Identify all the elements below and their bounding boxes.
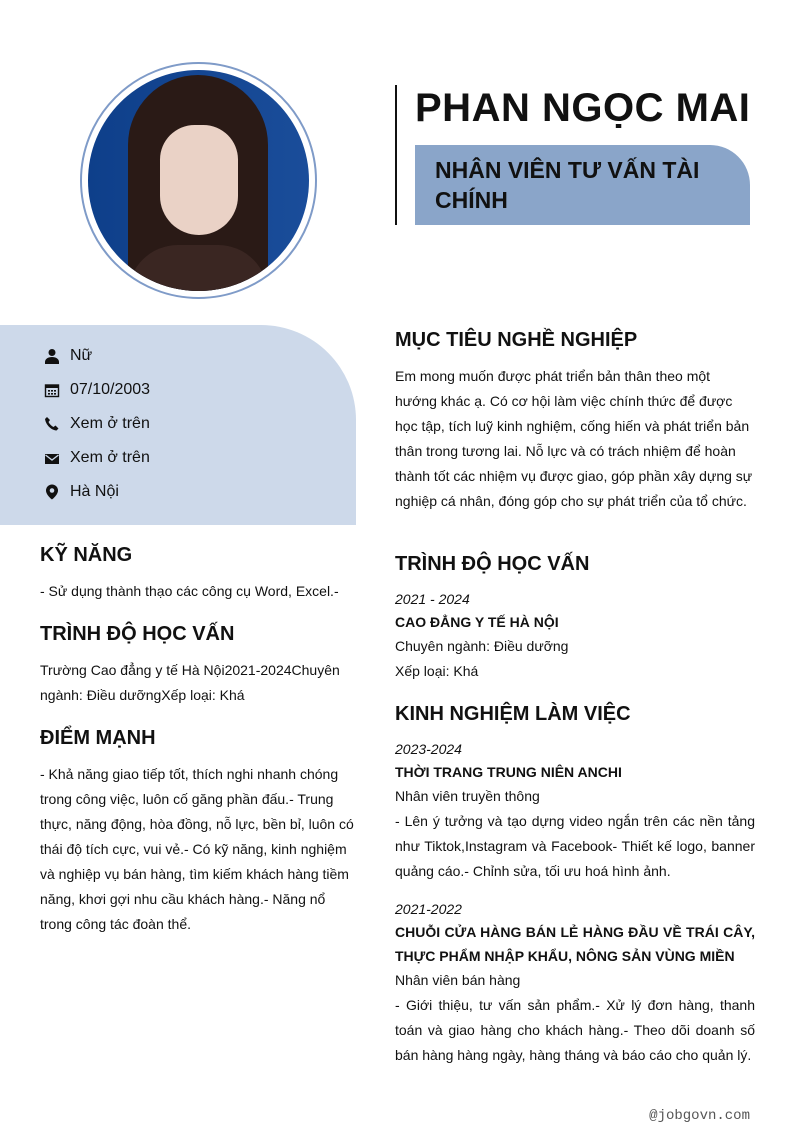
contact-panel bbox=[0, 325, 356, 525]
strengths-heading: ĐIỂM MẠNH bbox=[40, 727, 156, 749]
phone-icon bbox=[44, 416, 60, 432]
person-icon bbox=[44, 348, 60, 364]
contact-gender bbox=[44, 346, 92, 366]
job-role: Nhân viên bán hàng bbox=[395, 972, 521, 988]
education-heading-left: TRÌNH ĐỘ HỌC VẤN bbox=[40, 623, 235, 645]
education-school: CAO ĐẲNG Y TẾ HÀ NỘI bbox=[395, 614, 559, 630]
job-company: THỜI TRANG TRUNG NIÊN ANCHI bbox=[395, 764, 622, 780]
strengths-text: - Khả năng giao tiếp tốt, thích nghi nhanh chóng trong công việc, luôn cố găng phần đấu.- Trung thực, năng động, hòa đồng, nỗ lực, bền bỉ, luôn có thái độ tích cực, vui vẻ.- Có kỹ năng, kinh nghiệm và nghiệp vụ bán hàng, tìm kiếm khách hàng tiềm năng, khơi gợi nhu cầu khách hàng.- Năng nổ trong công tác đoàn thể. bbox=[40, 766, 354, 932]
objective-heading: MỤC TIÊU NGHỀ NGHIỆP bbox=[395, 329, 638, 351]
location-icon bbox=[44, 484, 60, 500]
contact-text: Nữ bbox=[70, 347, 93, 364]
job-title: NHÂN VIÊN TƯ VẤN TÀI CHÍNH bbox=[415, 145, 750, 225]
contact-text: Xem ở trên bbox=[70, 449, 150, 466]
mail-icon bbox=[44, 450, 60, 466]
contact-birthday bbox=[44, 380, 150, 400]
job-role: Nhân viên truyền thông bbox=[395, 788, 540, 804]
job-company: CHUỖI CỬA HÀNG BÁN LẺ HÀNG ĐẦU VỀ TRÁI CÂY, THỰC PHẨM NHẬP KHẨU, NÔNG SẢN VÙNG MIỀN bbox=[395, 924, 755, 964]
calendar-icon bbox=[44, 382, 60, 398]
watermark: @jobgovn.com bbox=[649, 1108, 750, 1124]
objective-text: Em mong muốn được phát triển bản thân theo một hướng khác ạ. Có cơ hội làm việc chính thức để được học tập, tích luỹ kinh nghiệm, cống hiến và phát triển bản thân trong tương lai. Nỗ lực và có trách nhiệm để hoàn thành tốt các nhiệm vụ được giao, góp phần xây dựng sự nghiệp cá nhân, đóng góp cho sự phát triển của tổ chức. bbox=[395, 368, 753, 509]
education-text-left: Trường Cao đẳng y tế Hà Nội2021-2024Chuyên ngành: Điều dưỡngXếp loại: Khá bbox=[40, 662, 340, 703]
candidate-name: PHAN NGỌC MAI bbox=[415, 86, 751, 130]
education-heading: TRÌNH ĐỘ HỌC VẤN bbox=[395, 553, 590, 575]
job-period: 2023-2024 bbox=[395, 741, 462, 757]
contact-text: 07/10/2003 bbox=[70, 381, 151, 398]
skills-text: - Sử dụng thành thạo các công cụ Word, Excel.- bbox=[40, 583, 339, 599]
contact-text: Hà Nội bbox=[70, 483, 119, 500]
education-period: 2021 - 2024 bbox=[395, 591, 470, 607]
education-grade: Xếp loại: Khá bbox=[395, 663, 479, 679]
avatar-photo bbox=[88, 70, 309, 291]
right-column bbox=[395, 328, 755, 1068]
contact-email bbox=[44, 448, 150, 468]
contact-location bbox=[44, 482, 119, 502]
job-period: 2021-2022 bbox=[395, 901, 462, 917]
job-description: - Lên ý tưởng và tạo dựng video ngắn trên các nền tảng như Tiktok,Instagram và Facebook- Thiết kế logo, banner quảng cáo.- Chỉnh sửa, tối ưu hoá hình ảnh. bbox=[395, 813, 755, 879]
contact-text: Xem ở trên bbox=[70, 415, 150, 432]
skills-heading: KỸ NĂNG bbox=[40, 544, 133, 566]
divider bbox=[395, 85, 397, 225]
left-column bbox=[40, 543, 360, 937]
job-description: - Giới thiệu, tư vấn sản phẩm.- Xử lý đơn hàng, thanh toán và giao hàng cho khách hàng.- Theo dõi doanh số bán hàng hàng ngày, hàng tháng và báo cáo cho quản lý. bbox=[395, 997, 755, 1063]
education-major: Chuyên ngành: Điều dưỡng bbox=[395, 638, 569, 654]
experience-heading: KINH NGHIỆM LÀM VIỆC bbox=[395, 703, 631, 725]
contact-phone bbox=[44, 414, 150, 434]
